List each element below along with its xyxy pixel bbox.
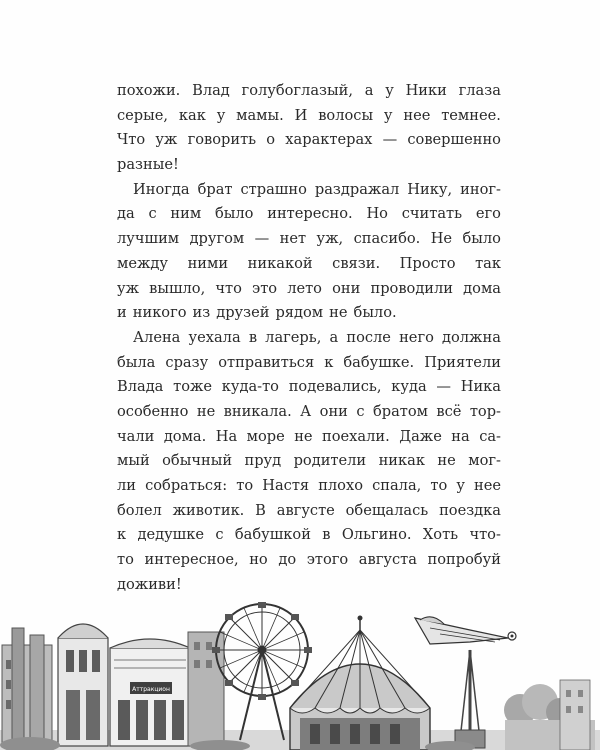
word: уж, xyxy=(316,230,344,248)
word: не xyxy=(437,452,456,470)
word: раздражал xyxy=(314,180,400,198)
word: как xyxy=(178,106,206,124)
word: уж xyxy=(155,131,178,149)
word: куда xyxy=(391,378,427,396)
word: разные! xyxy=(117,156,179,174)
word: никого xyxy=(132,304,187,322)
word: вникала. xyxy=(223,402,292,420)
word: что xyxy=(215,279,242,297)
amusement-park-illustration xyxy=(0,590,600,750)
word: с xyxy=(356,402,365,420)
word: особенно xyxy=(117,402,189,420)
tall-building xyxy=(2,628,52,745)
word: Но xyxy=(366,205,388,223)
word: было. xyxy=(353,304,397,322)
word: иног- xyxy=(460,180,501,198)
word: никак xyxy=(378,452,425,470)
word: животик. xyxy=(172,501,245,519)
word: нет xyxy=(279,230,307,248)
text-line xyxy=(117,252,501,277)
word: брат xyxy=(197,180,233,198)
word: поездка xyxy=(439,501,501,519)
word: в xyxy=(248,328,258,346)
word: На xyxy=(215,427,238,445)
word: августе xyxy=(276,501,335,519)
word: голубоглазый, xyxy=(241,82,353,99)
word: не xyxy=(329,304,348,322)
word: плохо xyxy=(318,477,363,494)
word: к xyxy=(324,353,334,371)
word: в xyxy=(322,526,331,544)
word: у xyxy=(456,477,465,494)
text-line xyxy=(117,79,501,104)
word: никакой xyxy=(247,254,313,272)
word: обещалась xyxy=(345,501,429,519)
word: и xyxy=(117,304,127,322)
word: мый xyxy=(117,452,150,470)
word: связи. xyxy=(332,254,381,272)
word: серые, xyxy=(117,106,169,124)
word: между xyxy=(117,254,168,272)
word: похожи. xyxy=(117,82,181,99)
word: Хоть xyxy=(422,526,459,544)
text-line xyxy=(117,548,501,573)
word: лето xyxy=(287,279,322,297)
word: ли xyxy=(117,477,136,494)
word: это xyxy=(252,279,278,297)
word: куда-то xyxy=(221,378,279,396)
word: августа xyxy=(358,551,417,569)
word: Ники xyxy=(405,82,447,99)
word: братом xyxy=(372,402,428,420)
word: волосы xyxy=(318,106,374,124)
word: лучшим xyxy=(117,230,180,248)
word: на xyxy=(451,427,470,445)
word: да xyxy=(117,205,135,223)
word: дедушке xyxy=(137,526,204,544)
word: глаза xyxy=(458,82,501,99)
text-line xyxy=(117,474,501,499)
word: о xyxy=(266,131,276,149)
text-line xyxy=(117,227,501,252)
word: бабушкой xyxy=(234,526,311,544)
word: вышло, xyxy=(149,279,206,297)
text-line xyxy=(117,153,501,178)
word: него xyxy=(399,328,434,346)
word: говорить xyxy=(187,131,257,149)
right-background xyxy=(504,680,595,750)
word: не xyxy=(294,427,313,445)
word: А xyxy=(300,402,312,420)
word: они xyxy=(332,279,361,297)
word: совершенно xyxy=(407,131,501,149)
word: мамы. xyxy=(236,106,284,124)
word: так xyxy=(475,254,501,272)
word: дома. xyxy=(163,427,207,445)
word: спала, xyxy=(372,477,422,494)
word: обычный xyxy=(162,452,233,470)
word: мог- xyxy=(468,452,501,470)
body-text xyxy=(117,79,501,597)
word: тоже xyxy=(173,378,213,396)
text-line xyxy=(117,128,501,153)
text-line xyxy=(117,449,501,474)
text-line xyxy=(117,301,501,326)
word: у xyxy=(383,106,393,124)
word: попробуй xyxy=(427,551,501,569)
word: с xyxy=(215,526,224,544)
word: отправиться xyxy=(218,353,315,371)
word: В xyxy=(255,501,266,519)
word: не xyxy=(196,402,216,420)
word: тор- xyxy=(469,402,501,420)
word: всё xyxy=(436,402,462,420)
word: подевались, xyxy=(288,378,382,396)
word: родители xyxy=(293,452,367,470)
word: то xyxy=(430,477,448,494)
word: но xyxy=(249,551,268,569)
word: собраться: xyxy=(145,477,228,494)
word: И xyxy=(294,106,308,124)
gate-building xyxy=(58,624,108,746)
text-line xyxy=(117,104,501,129)
word: лагерь, xyxy=(265,328,322,346)
word: что- xyxy=(469,526,501,544)
word: — xyxy=(382,131,398,149)
word: с xyxy=(148,205,157,223)
word: са- xyxy=(479,427,501,445)
word: после xyxy=(346,328,391,346)
word: уехала xyxy=(188,328,241,346)
word: пруд xyxy=(244,452,282,470)
word: Иногда xyxy=(133,180,190,198)
text-line xyxy=(117,277,501,302)
text-line xyxy=(117,326,501,351)
word: проводили xyxy=(370,279,454,297)
word: была xyxy=(117,353,156,371)
word: болел xyxy=(117,501,162,519)
word: Что xyxy=(117,131,146,149)
word: было xyxy=(462,230,501,248)
word: интересное, xyxy=(144,551,239,569)
carousel-tent xyxy=(290,616,430,750)
word: Ольгино. xyxy=(341,526,412,544)
word: Приятели xyxy=(424,353,501,371)
text-line xyxy=(117,375,501,400)
text-line xyxy=(117,351,501,376)
word: к xyxy=(117,526,127,544)
word: характерах xyxy=(285,131,373,149)
word: должна xyxy=(442,328,501,346)
word: у xyxy=(385,82,394,99)
word: Влад xyxy=(192,82,230,99)
word: а xyxy=(329,328,339,346)
word: доживи! xyxy=(117,575,182,593)
word: рядом xyxy=(275,304,324,322)
word: сразу xyxy=(165,353,209,371)
text-line xyxy=(117,400,501,425)
word: Просто xyxy=(399,254,456,272)
word: Настя xyxy=(262,477,310,494)
word: темнее. xyxy=(441,106,501,124)
text-line xyxy=(117,499,501,524)
word: — xyxy=(254,230,270,248)
word: они xyxy=(319,402,348,420)
word: Нику, xyxy=(407,180,453,198)
word: Не xyxy=(430,230,453,248)
word: страшно xyxy=(240,180,307,198)
word: этого xyxy=(306,551,349,569)
text-line xyxy=(117,523,501,548)
word: поехали. xyxy=(322,427,390,445)
word: из xyxy=(192,304,211,322)
word: спасибо. xyxy=(353,230,421,248)
word: Ника xyxy=(460,378,501,396)
word: уж xyxy=(117,279,140,297)
word: интересно. xyxy=(267,205,353,223)
word: — xyxy=(436,378,451,396)
word: бабушке. xyxy=(343,353,415,371)
word: Даже xyxy=(399,427,442,445)
word: дома xyxy=(463,279,501,297)
word: Алена xyxy=(133,328,181,346)
word: море xyxy=(246,427,285,445)
word: было xyxy=(214,205,254,223)
word: нее xyxy=(403,106,431,124)
text-line xyxy=(117,425,501,450)
word: до xyxy=(278,551,297,569)
text-line xyxy=(117,178,501,203)
text-line xyxy=(117,202,501,227)
word: а xyxy=(364,82,374,99)
sign-building xyxy=(110,639,190,746)
word: чали xyxy=(117,427,155,445)
word: то xyxy=(117,551,134,569)
word: его xyxy=(475,205,501,223)
word: у xyxy=(216,106,226,124)
word: то xyxy=(236,477,254,494)
word: ним xyxy=(170,205,202,223)
park-sign: Аттракцион xyxy=(132,686,170,693)
word: нее xyxy=(474,477,501,494)
word: Влада xyxy=(117,378,164,396)
word: другом xyxy=(189,230,245,248)
word: ними xyxy=(187,254,229,272)
word: считать xyxy=(401,205,463,223)
word: друзей xyxy=(216,304,270,322)
